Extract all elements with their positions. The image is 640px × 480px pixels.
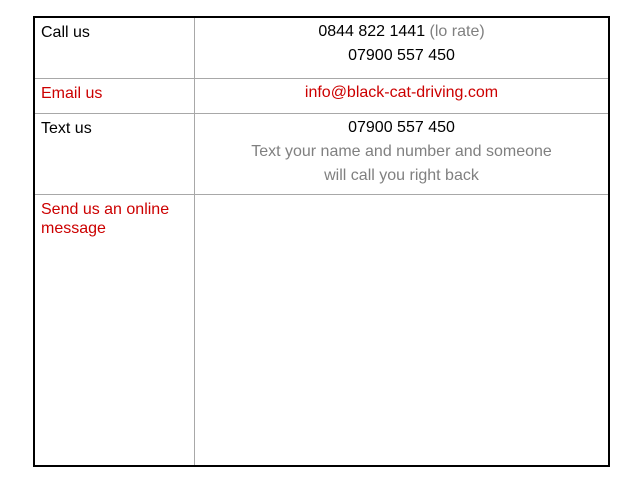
online-message-label-cell: [34, 194, 195, 466]
email-us-label[interactable]: Email us: [41, 84, 103, 102]
online-message-link[interactable]: Send us an online message: [41, 200, 170, 237]
phone-line-lo-rate[interactable]: [201, 20, 602, 44]
table-row-call-us: [34, 17, 609, 78]
email-us-value-cell: [195, 78, 610, 113]
online-message-value-cell: [195, 194, 610, 466]
lo-rate-note: (lo rate): [425, 23, 485, 40]
text-us-label: Text us: [41, 119, 92, 137]
text-number[interactable]: 07900 557 450: [348, 118, 455, 136]
table-row-online-message: [34, 194, 609, 466]
phone-number-mobile[interactable]: 07900 557 450: [348, 47, 455, 64]
table-row-email-us: [34, 78, 609, 113]
text-instruction-line-2: will call you right back: [324, 166, 479, 184]
email-us-label-cell: [34, 78, 195, 113]
text-us-value-cell: [195, 113, 610, 194]
call-us-value-cell: [195, 17, 610, 78]
call-us-label: Call us: [41, 24, 90, 41]
email-address-link[interactable]: info@black-cat-driving.com: [304, 83, 499, 101]
contact-options-table: [33, 16, 610, 467]
phone-number-lo-rate[interactable]: 0844 822 1441: [318, 23, 426, 40]
text-instruction-line-1: Text your name and number and someone: [251, 142, 552, 160]
text-us-label-cell: [34, 113, 195, 194]
call-us-label-cell: [34, 17, 195, 78]
table-row-text-us: [34, 113, 609, 194]
